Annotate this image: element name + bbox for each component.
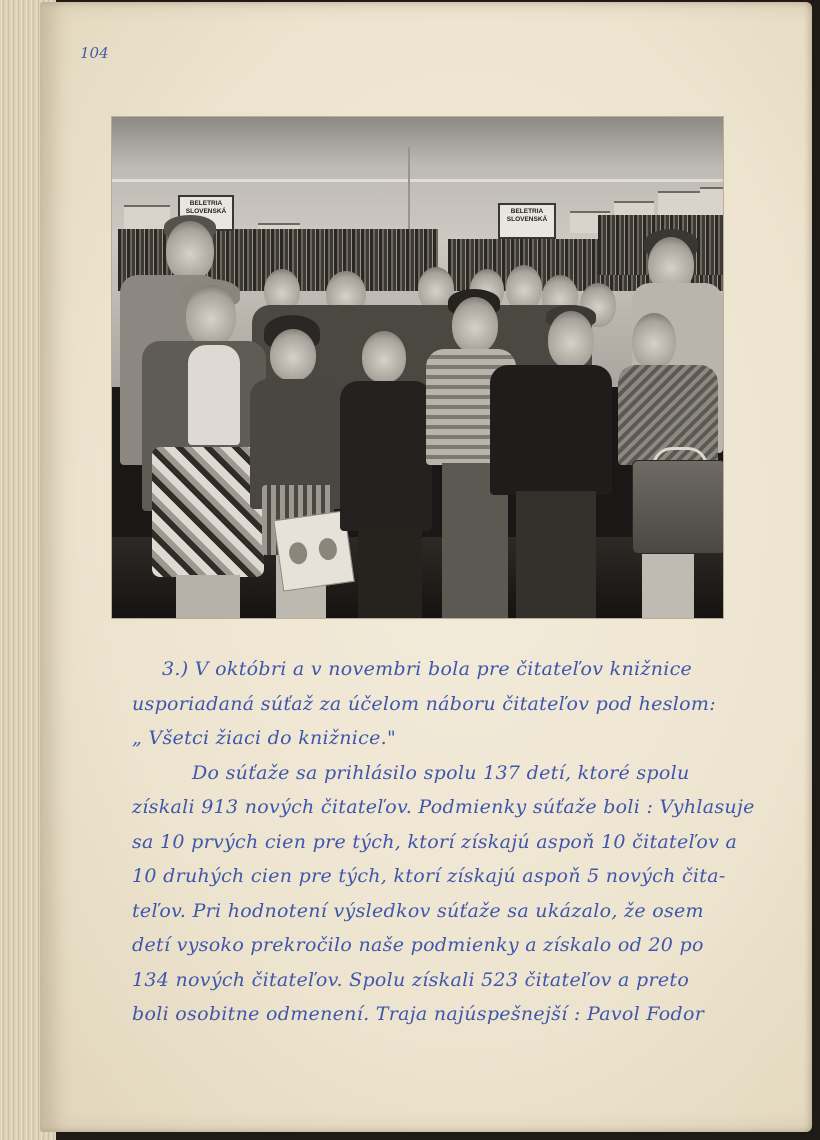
- photo-child-shirt: [188, 345, 240, 445]
- text-line: detí vysoko prekročilo naše podmienky a získalo od 20 po: [132, 934, 704, 956]
- photo-child-skirt: [152, 447, 264, 577]
- photo-child-head: [270, 329, 316, 381]
- photo-sign-right: BELETRIA SLOVENSKÁ: [498, 203, 556, 239]
- photo-bag: [632, 460, 723, 554]
- text-line: 134 nových čitateľov. Spolu získali 523 čitateľov a preto: [132, 968, 690, 991]
- text-line: usporiadaná súťaž za účelom náboru čitateľov pod heslom:: [132, 692, 716, 715]
- photo-child-body: [490, 365, 612, 495]
- text-line: získali 913 nových čitateľov. Podmienky súťaže boli : Vyhlasuje: [132, 796, 755, 818]
- photo-child-legs: [642, 547, 694, 618]
- photo-child-head: [548, 311, 594, 369]
- handwritten-text: [132, 652, 755, 1032]
- photo-adult-head: [166, 221, 214, 281]
- photo-child-head: [362, 331, 406, 383]
- text-line: sa 10 prvých cien pre tých, ktorí získajú aspoň 10 čitateľov a: [132, 830, 738, 853]
- photo-sign-left: BELETRIA SLOVENSKÁ: [178, 195, 234, 231]
- photo-book-stack: [700, 187, 723, 215]
- photo-child-body: [340, 381, 432, 531]
- photo-child-legs: [358, 527, 422, 618]
- photo-ceiling-line: [112, 179, 723, 182]
- photo-child-head: [186, 285, 236, 347]
- photo-paper-mark: [317, 537, 338, 561]
- group-photograph: [112, 117, 723, 618]
- text-line: „ Všetci žiaci do knižnice.": [132, 727, 397, 749]
- photo-child-head: [452, 297, 498, 353]
- text-line: 10 druhých cien pre tých, ktorí získajú aspoň 5 nových čita-: [132, 865, 726, 887]
- photo-child-legs: [516, 491, 596, 618]
- photo-child-head: [632, 313, 676, 369]
- photo-child-legs: [176, 575, 240, 618]
- text-line: boli osobitne odmenení. Traja najúspešnejší : Pavol Fodor: [132, 1003, 705, 1025]
- text-line: teľov. Pri hodnotení výsledkov súťaže sa ukázalo, že osem: [132, 899, 704, 922]
- page-number: 104: [80, 44, 109, 62]
- text-line: Do súťaže sa prihlásilo spolu 137 detí, ktoré spolu: [192, 761, 690, 784]
- text-line: 3.) V októbri a v novembri bola pre čitateľov knižnice: [162, 658, 693, 680]
- photo-paper-mark: [288, 541, 309, 565]
